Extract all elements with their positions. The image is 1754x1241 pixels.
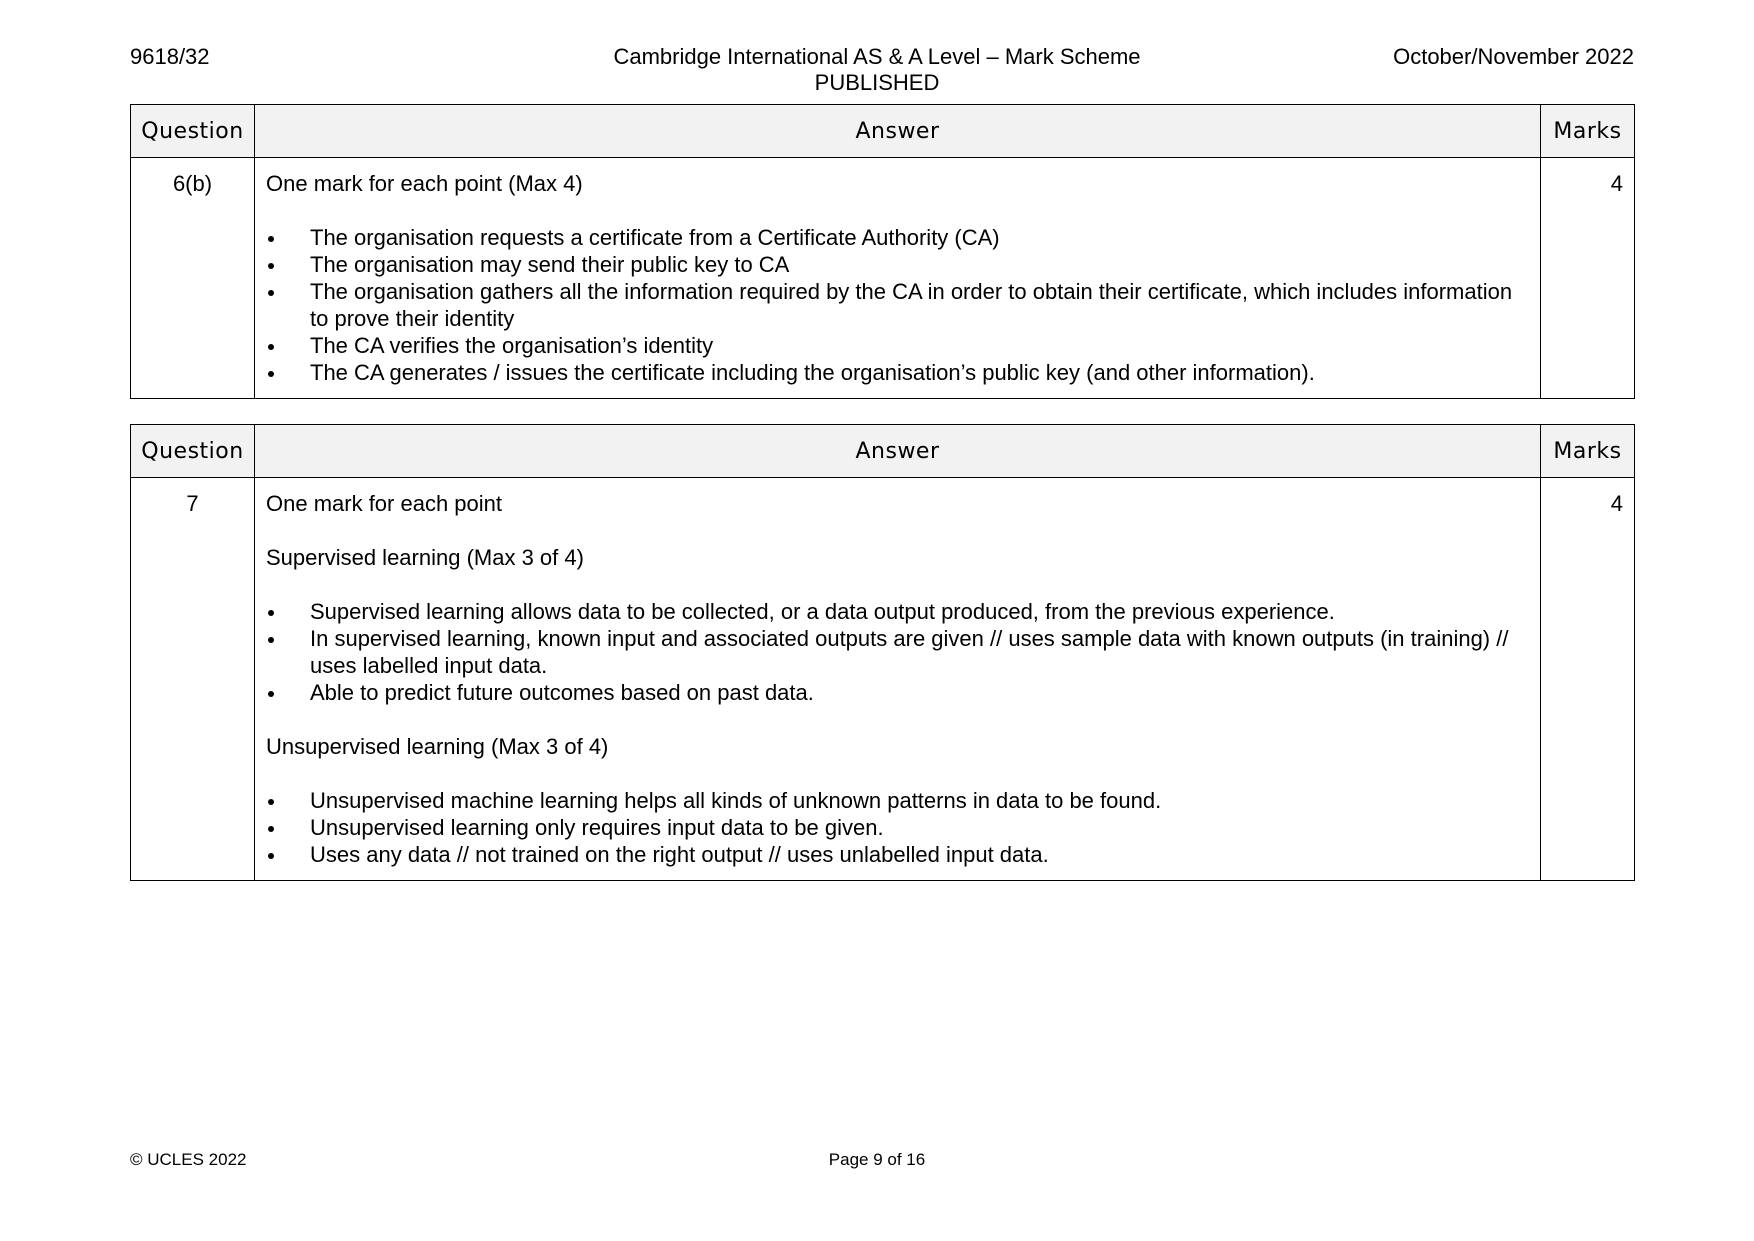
list-item: The organisation gathers all the information required by the CA in order to obtain their certificate, which includes information to prove their identity	[266, 278, 1529, 332]
list-item: The organisation may send their public key to CA	[266, 251, 1529, 278]
table-header-row	[131, 105, 1635, 158]
answer-bullet-list	[266, 224, 1529, 386]
mark-scheme-table-q7	[130, 424, 1635, 881]
list-item: Able to predict future outcomes based on past data.	[266, 679, 1529, 706]
section-heading-unsupervised: Unsupervised learning (Max 3 of 4)	[266, 734, 609, 759]
answer-intro: One mark for each point (Max 4)	[266, 171, 583, 196]
marks-value: 4	[1541, 478, 1635, 881]
list-item: Supervised learning allows data to be collected, or a data output produced, from the previous experience.	[266, 598, 1529, 625]
list-item: The organisation requests a certificate from a Certificate Authority (CA)	[266, 224, 1529, 251]
question-column-header: Question	[131, 105, 255, 158]
marks-column-header: Marks	[1541, 105, 1635, 158]
question-column-header: Question	[131, 425, 255, 478]
answer-cell	[255, 478, 1541, 881]
page-number: Page 9 of 16	[828, 1150, 926, 1169]
question-number: 7	[131, 478, 255, 881]
list-item: In supervised learning, known input and associated outputs are given // uses sample data with known outputs (in training) // uses labelled input data.	[266, 625, 1529, 679]
supervised-bullet-list	[266, 598, 1529, 706]
mark-scheme-table-q6b	[130, 104, 1635, 399]
paper-code: 9618/32	[130, 44, 210, 69]
marks-column-header: Marks	[1541, 425, 1635, 478]
unsupervised-bullet-list	[266, 787, 1529, 868]
answer-cell	[255, 158, 1541, 399]
table-row	[131, 158, 1635, 399]
published-label: PUBLISHED	[814, 70, 940, 95]
list-item: Unsupervised learning only requires input data to be given.	[266, 814, 1529, 841]
question-number: 6(b)	[131, 158, 255, 399]
copyright-notice: © UCLES 2022	[130, 1150, 247, 1169]
list-item: Uses any data // not trained on the right output // uses unlabelled input data.	[266, 841, 1529, 868]
answer-intro: One mark for each point	[266, 491, 503, 516]
table-header-row	[131, 425, 1635, 478]
exam-session: October/November 2022	[1393, 44, 1634, 69]
table-row	[131, 478, 1635, 881]
marks-value: 4	[1541, 158, 1635, 399]
list-item: The CA verifies the organisation’s identity	[266, 332, 1529, 359]
answer-column-header: Answer	[255, 105, 1541, 158]
section-heading-supervised: Supervised learning (Max 3 of 4)	[266, 545, 584, 570]
document-title: Cambridge International AS & A Level – Mark Scheme	[613, 44, 1141, 69]
list-item: Unsupervised machine learning helps all kinds of unknown patterns in data to be found.	[266, 787, 1529, 814]
list-item: The CA generates / issues the certificate including the organisation’s public key (and other information).	[266, 359, 1529, 386]
answer-column-header: Answer	[255, 425, 1541, 478]
